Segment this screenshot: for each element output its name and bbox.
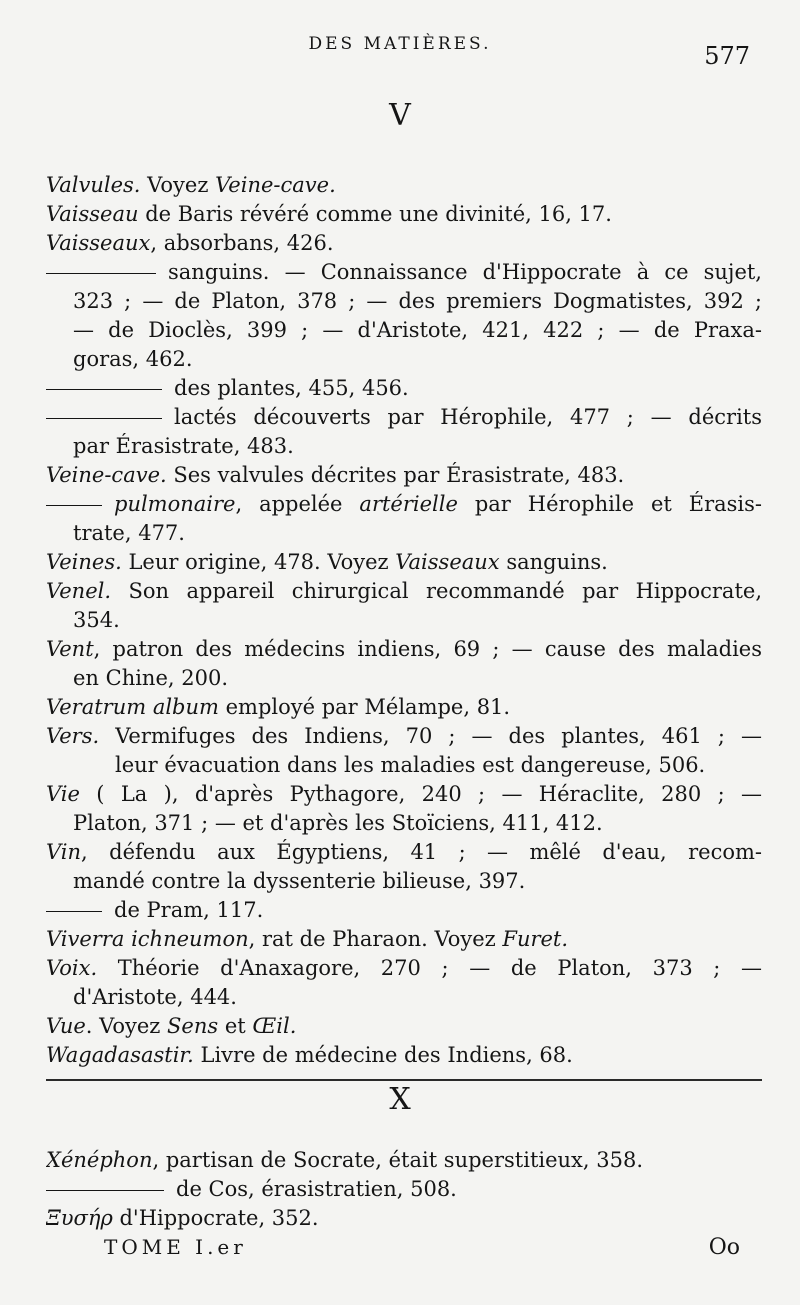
- index-term: Vaisseau: [46, 202, 139, 226]
- index-text: Vermifuges des Indiens, 70 ; — des plantes, 461 ; —: [99, 724, 762, 748]
- index-text: trate, 477.: [73, 521, 185, 545]
- running-title: DES MATIÈRES.: [308, 34, 492, 54]
- index-text: leur évacuation dans les maladies est dangereuse, 506.: [115, 753, 706, 777]
- index-line: [46, 1012, 762, 1041]
- index-text: en Chine, 200.: [73, 666, 228, 690]
- index-entries-v: [46, 171, 762, 1070]
- index-term: Valvules.: [46, 173, 141, 197]
- index-line: [46, 983, 762, 1012]
- ditto-dash: [46, 1190, 164, 1191]
- index-text: et: [218, 1014, 253, 1038]
- index-text: Son appareil chirurgical recommandé par Hippocrate,: [111, 579, 762, 603]
- index-term: Voix.: [46, 956, 98, 980]
- section-heading-v: V: [389, 98, 411, 133]
- index-text: employé par Mélampe, 81.: [218, 695, 511, 719]
- index-text: de Cos, érasistratien, 508.: [176, 1177, 457, 1201]
- index-text: de Baris révéré comme une divinité, 16, 17.: [138, 202, 612, 226]
- index-text: par Érasistrate, 483.: [73, 434, 294, 458]
- index-entries-x: [46, 1146, 762, 1233]
- index-line: [46, 1175, 762, 1204]
- index-line: [46, 896, 762, 925]
- index-text: par Hérophile et Érasis-: [457, 492, 762, 516]
- index-line: [46, 751, 762, 780]
- index-line: [46, 374, 762, 403]
- page-number: 577: [704, 42, 750, 70]
- index-line: [46, 316, 762, 345]
- tome-label: TOME I.er: [104, 1235, 247, 1259]
- index-text: Ses valvules décrites par Érasistrate, 483.: [166, 463, 625, 487]
- index-text: , partisan de Socrate, était superstitieux, 358.: [152, 1148, 644, 1172]
- ditto-dash: [46, 389, 162, 390]
- index-text: Théorie d'Anaxagore, 270 ; — de Platon, 373 ; —: [97, 956, 762, 980]
- index-text: d'Aristote, 444.: [73, 985, 237, 1009]
- section-divider: [46, 1079, 762, 1081]
- index-text: , appelée: [235, 492, 360, 516]
- index-line: [46, 606, 762, 635]
- index-text: 323 ; — de Platon, 378 ; — des premiers Dogmatistes, 392 ;: [73, 289, 762, 313]
- index-text: — de Dioclès, 399 ; — d'Aristote, 421, 422 ; — de Praxa-: [73, 318, 762, 342]
- index-line: [46, 403, 762, 432]
- index-text: Platon, 371 ; — et d'après les Stoïciens, 411, 412.: [73, 811, 603, 835]
- ditto-dash: [46, 418, 162, 419]
- index-line: [46, 577, 762, 606]
- index-text: sanguins. — Connaissance d'Hippocrate à ce sujet,: [168, 260, 762, 284]
- index-line: [46, 1204, 762, 1233]
- index-term: Vie: [46, 782, 80, 806]
- index-text: , patron des médecins indiens, 69 ; — cause des maladies: [93, 637, 762, 661]
- index-line: [46, 345, 762, 374]
- index-text: ( La ), d'après Pythagore, 240 ; — Héraclite, 280 ; —: [79, 782, 762, 806]
- index-line: [46, 432, 762, 461]
- index-term: Œil.: [252, 1014, 297, 1038]
- index-term: Ξυσήρ: [46, 1206, 113, 1230]
- index-line: [46, 780, 762, 809]
- index-line: [46, 809, 762, 838]
- page-footer: [104, 1235, 740, 1259]
- index-term: Vue: [46, 1014, 86, 1038]
- index-line: [46, 519, 762, 548]
- index-line: [46, 229, 762, 258]
- index-term: Vaisseaux: [46, 231, 151, 255]
- index-term: artérielle: [359, 492, 458, 516]
- index-text: des plantes, 455, 456.: [174, 376, 409, 400]
- signature-mark: Oo: [708, 1235, 740, 1260]
- index-line: [46, 954, 762, 983]
- index-text: 354.: [73, 608, 120, 632]
- index-term: Xénéphon: [46, 1148, 153, 1172]
- index-line: [46, 1041, 762, 1070]
- index-line: [46, 287, 762, 316]
- index-line: [46, 171, 762, 200]
- index-text: lactés découverts par Hérophile, 477 ; — décrits: [174, 405, 762, 429]
- index-text: Voyez: [140, 173, 216, 197]
- index-term: Veratrum album: [46, 695, 219, 719]
- index-line: [46, 838, 762, 867]
- index-line: [46, 258, 762, 287]
- index-text: sanguins.: [499, 550, 608, 574]
- index-line: [46, 867, 762, 896]
- index-text: goras, 462.: [73, 347, 193, 371]
- index-term: Venel.: [46, 579, 112, 603]
- section-heading-x: X: [389, 1082, 411, 1117]
- index-term: Wagadasastir.: [46, 1043, 194, 1067]
- index-term: Furet.: [502, 927, 569, 951]
- index-term: Vaisseaux: [395, 550, 500, 574]
- index-line: [46, 1146, 762, 1175]
- index-line: [46, 635, 762, 664]
- index-term: Veines.: [46, 550, 122, 574]
- index-text: , rat de Pharaon. Voyez: [248, 927, 503, 951]
- index-text: Leur origine, 478. Voyez: [121, 550, 396, 574]
- index-line: [46, 490, 762, 519]
- index-text: . Voyez: [85, 1014, 168, 1038]
- index-term: Veine-cave.: [46, 463, 167, 487]
- ditto-dash: [46, 505, 102, 506]
- index-line: [46, 693, 762, 722]
- index-term: Veine-cave.: [215, 173, 336, 197]
- index-text: d'Hippocrate, 352.: [112, 1206, 319, 1230]
- index-text: mandé contre la dyssenterie bilieuse, 397.: [73, 869, 526, 893]
- index-line: [46, 925, 762, 954]
- index-term: Vin: [46, 840, 82, 864]
- index-text: de Pram, 117.: [114, 898, 264, 922]
- index-text: , absorbans, 426.: [150, 231, 334, 255]
- index-term: Sens: [167, 1014, 219, 1038]
- index-line: [46, 664, 762, 693]
- index-term: Vent: [46, 637, 94, 661]
- index-text: Livre de médecine des Indiens, 68.: [193, 1043, 573, 1067]
- index-term: pulmonaire: [114, 492, 236, 516]
- index-line: [46, 461, 762, 490]
- index-line: [46, 722, 762, 751]
- index-line: [46, 548, 762, 577]
- index-text: , défendu aux Égyptiens, 41 ; — mêlé d'eau, recom-: [81, 840, 762, 864]
- index-term: Vers.: [46, 724, 100, 748]
- index-line: [46, 200, 762, 229]
- index-term: Viverra ichneumon: [46, 927, 249, 951]
- ditto-dash: [46, 911, 102, 912]
- ditto-dash: [46, 273, 156, 274]
